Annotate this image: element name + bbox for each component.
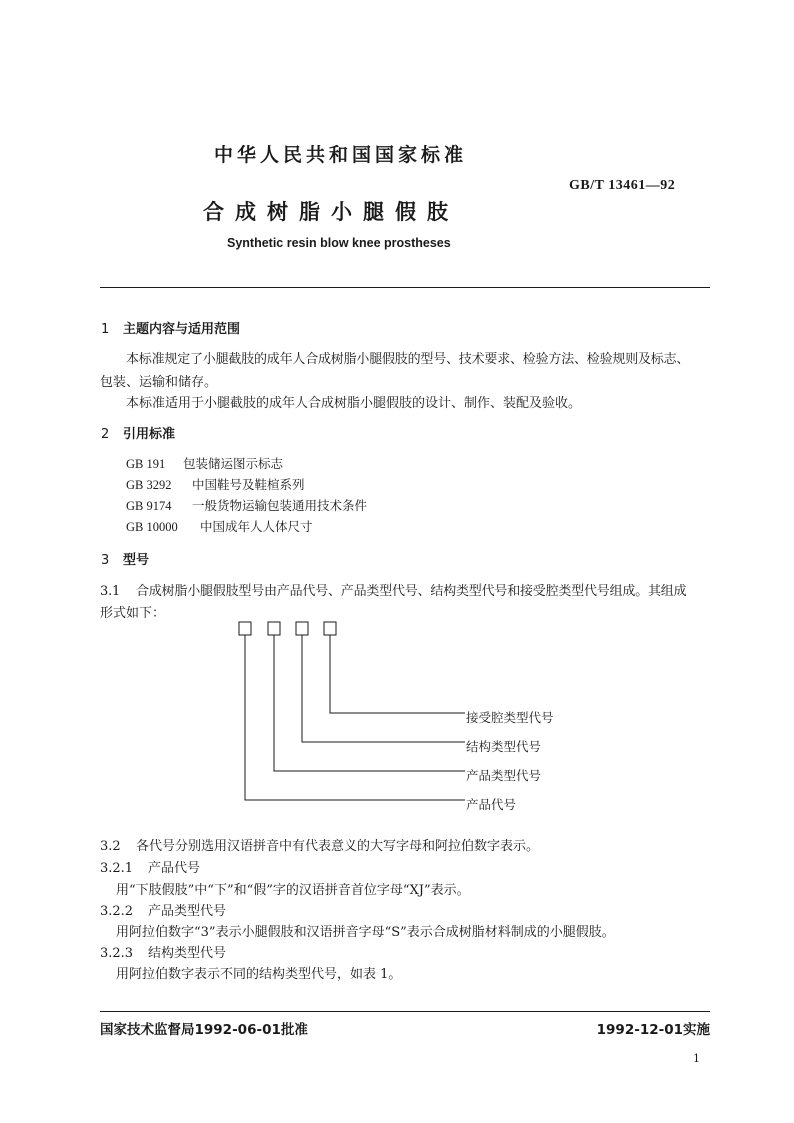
reference-item <box>126 454 283 472</box>
clause-3-2-2-number: 3.2.2 <box>100 904 134 919</box>
leader-structure-type <box>302 635 465 742</box>
clause-3-1-line-2: 形式如下： <box>100 606 166 621</box>
reference-title: 中国鞋号及鞋楦系列 <box>192 477 305 492</box>
clause-3-1-number: 3.1 <box>100 584 121 599</box>
clause-3-2-1-number: 3.2.1 <box>100 861 134 876</box>
section-1-number: 1 <box>101 322 110 337</box>
clause-3-2-2-text: 用阿拉伯数字“3”表示小腿假肢和汉语拼音字母“S”表示合成树脂材料制成的小腿假肢。 <box>116 925 615 940</box>
code-box-socket-type <box>324 622 336 635</box>
effective-date-note: 1992-12-01实施 <box>596 1022 710 1038</box>
page-number: 1 <box>693 1052 700 1065</box>
clause-3-2-3-title: 结构类型代号 <box>148 946 227 961</box>
code-box-structure-type <box>296 622 308 635</box>
leader-product-code <box>245 635 465 800</box>
reference-code: GB 3292 <box>126 478 172 492</box>
section-1-para-1-line-1: 本标准规定了小腿截肢的成年人合成树脂小腿假肢的型号、技术要求、检验方法、检验规则及标志、 <box>126 352 690 367</box>
clause-3-2-2-heading <box>100 900 226 919</box>
document-title: 合成树脂小腿假肢 <box>203 200 459 224</box>
clause-3-2-3-heading <box>100 942 226 961</box>
section-3-title: 型号 <box>123 553 150 568</box>
clause-3-2-1-text: 用“下肢假肢”中“下”和“假”字的汉语拼音首位字母“XJ”表示。 <box>116 883 470 898</box>
english-title: Synthetic resin blow knee prostheses <box>227 236 451 250</box>
section-2-number: 2 <box>101 427 110 442</box>
reference-code: GB 10000 <box>126 520 178 534</box>
code-box-product-type <box>268 622 280 635</box>
clause-3-2-2-title: 产品类型代号 <box>148 904 227 919</box>
section-1-heading <box>101 318 240 337</box>
reference-item <box>126 517 313 535</box>
clause-3-2-3-text: 用阿拉伯数字表示不同的结构类型代号，如表 1。 <box>116 967 402 982</box>
code-box-product <box>239 622 251 635</box>
section-3-number: 3 <box>101 553 110 568</box>
header-rule <box>100 287 710 288</box>
reference-item <box>126 475 305 493</box>
clause-3-2-number: 3.2 <box>100 839 121 854</box>
diagram-label-product-code: 产品代号 <box>466 797 517 812</box>
clause-3-2 <box>100 835 539 854</box>
section-2-title: 引用标准 <box>123 427 176 442</box>
reference-item <box>126 496 367 514</box>
reference-title: 中国成年人人体尺寸 <box>200 519 313 534</box>
standard-code-text: GB/T 13461—92 <box>569 178 676 193</box>
diagram-label-socket-type: 接受腔类型代号 <box>466 710 554 725</box>
section-2-heading <box>101 423 175 442</box>
approval-note: 国家技术监督局1992-06-01批准 <box>100 1022 308 1038</box>
section-1-para-1-line-2: 包装、运输和储存。 <box>100 375 218 390</box>
section-1-title: 主题内容与适用范围 <box>123 322 241 337</box>
clause-3-2-1-title: 产品代号 <box>148 861 201 876</box>
national-standard-heading: 中华人民共和国国家标准 <box>214 144 468 166</box>
reference-code: GB 191 <box>126 457 166 471</box>
section-1-para-2: 本标准适用于小腿截肢的成年人合成树脂小腿假肢的设计、制作、装配及验收。 <box>126 396 582 411</box>
reference-title: 一般货物运输包装通用技术条件 <box>192 498 368 513</box>
diagram-label-structure-type: 结构类型代号 <box>466 739 542 754</box>
reference-title: 包装储运图示标志 <box>183 456 284 471</box>
reference-code: GB 9174 <box>126 499 172 513</box>
standard-code <box>569 177 675 194</box>
model-code-diagram <box>230 615 480 810</box>
clause-3-1-text: 合成树脂小腿假肢型号由产品代号、产品类型代号、结构类型代号和接受腔类型代号组成。其组成 <box>136 584 687 599</box>
clause-3-1-line-1 <box>100 580 686 599</box>
clause-3-2-3-number: 3.2.3 <box>100 946 134 961</box>
leader-product-type <box>274 635 465 771</box>
diagram-label-product-type: 产品类型代号 <box>466 768 542 783</box>
clause-3-2-1-heading <box>100 857 200 876</box>
clause-3-2-text: 各代号分别选用汉语拼音中有代表意义的大写字母和阿拉伯数字表示。 <box>136 839 540 854</box>
footer-rule <box>100 1011 710 1012</box>
leader-socket-type <box>330 635 465 713</box>
section-3-heading <box>101 549 149 568</box>
